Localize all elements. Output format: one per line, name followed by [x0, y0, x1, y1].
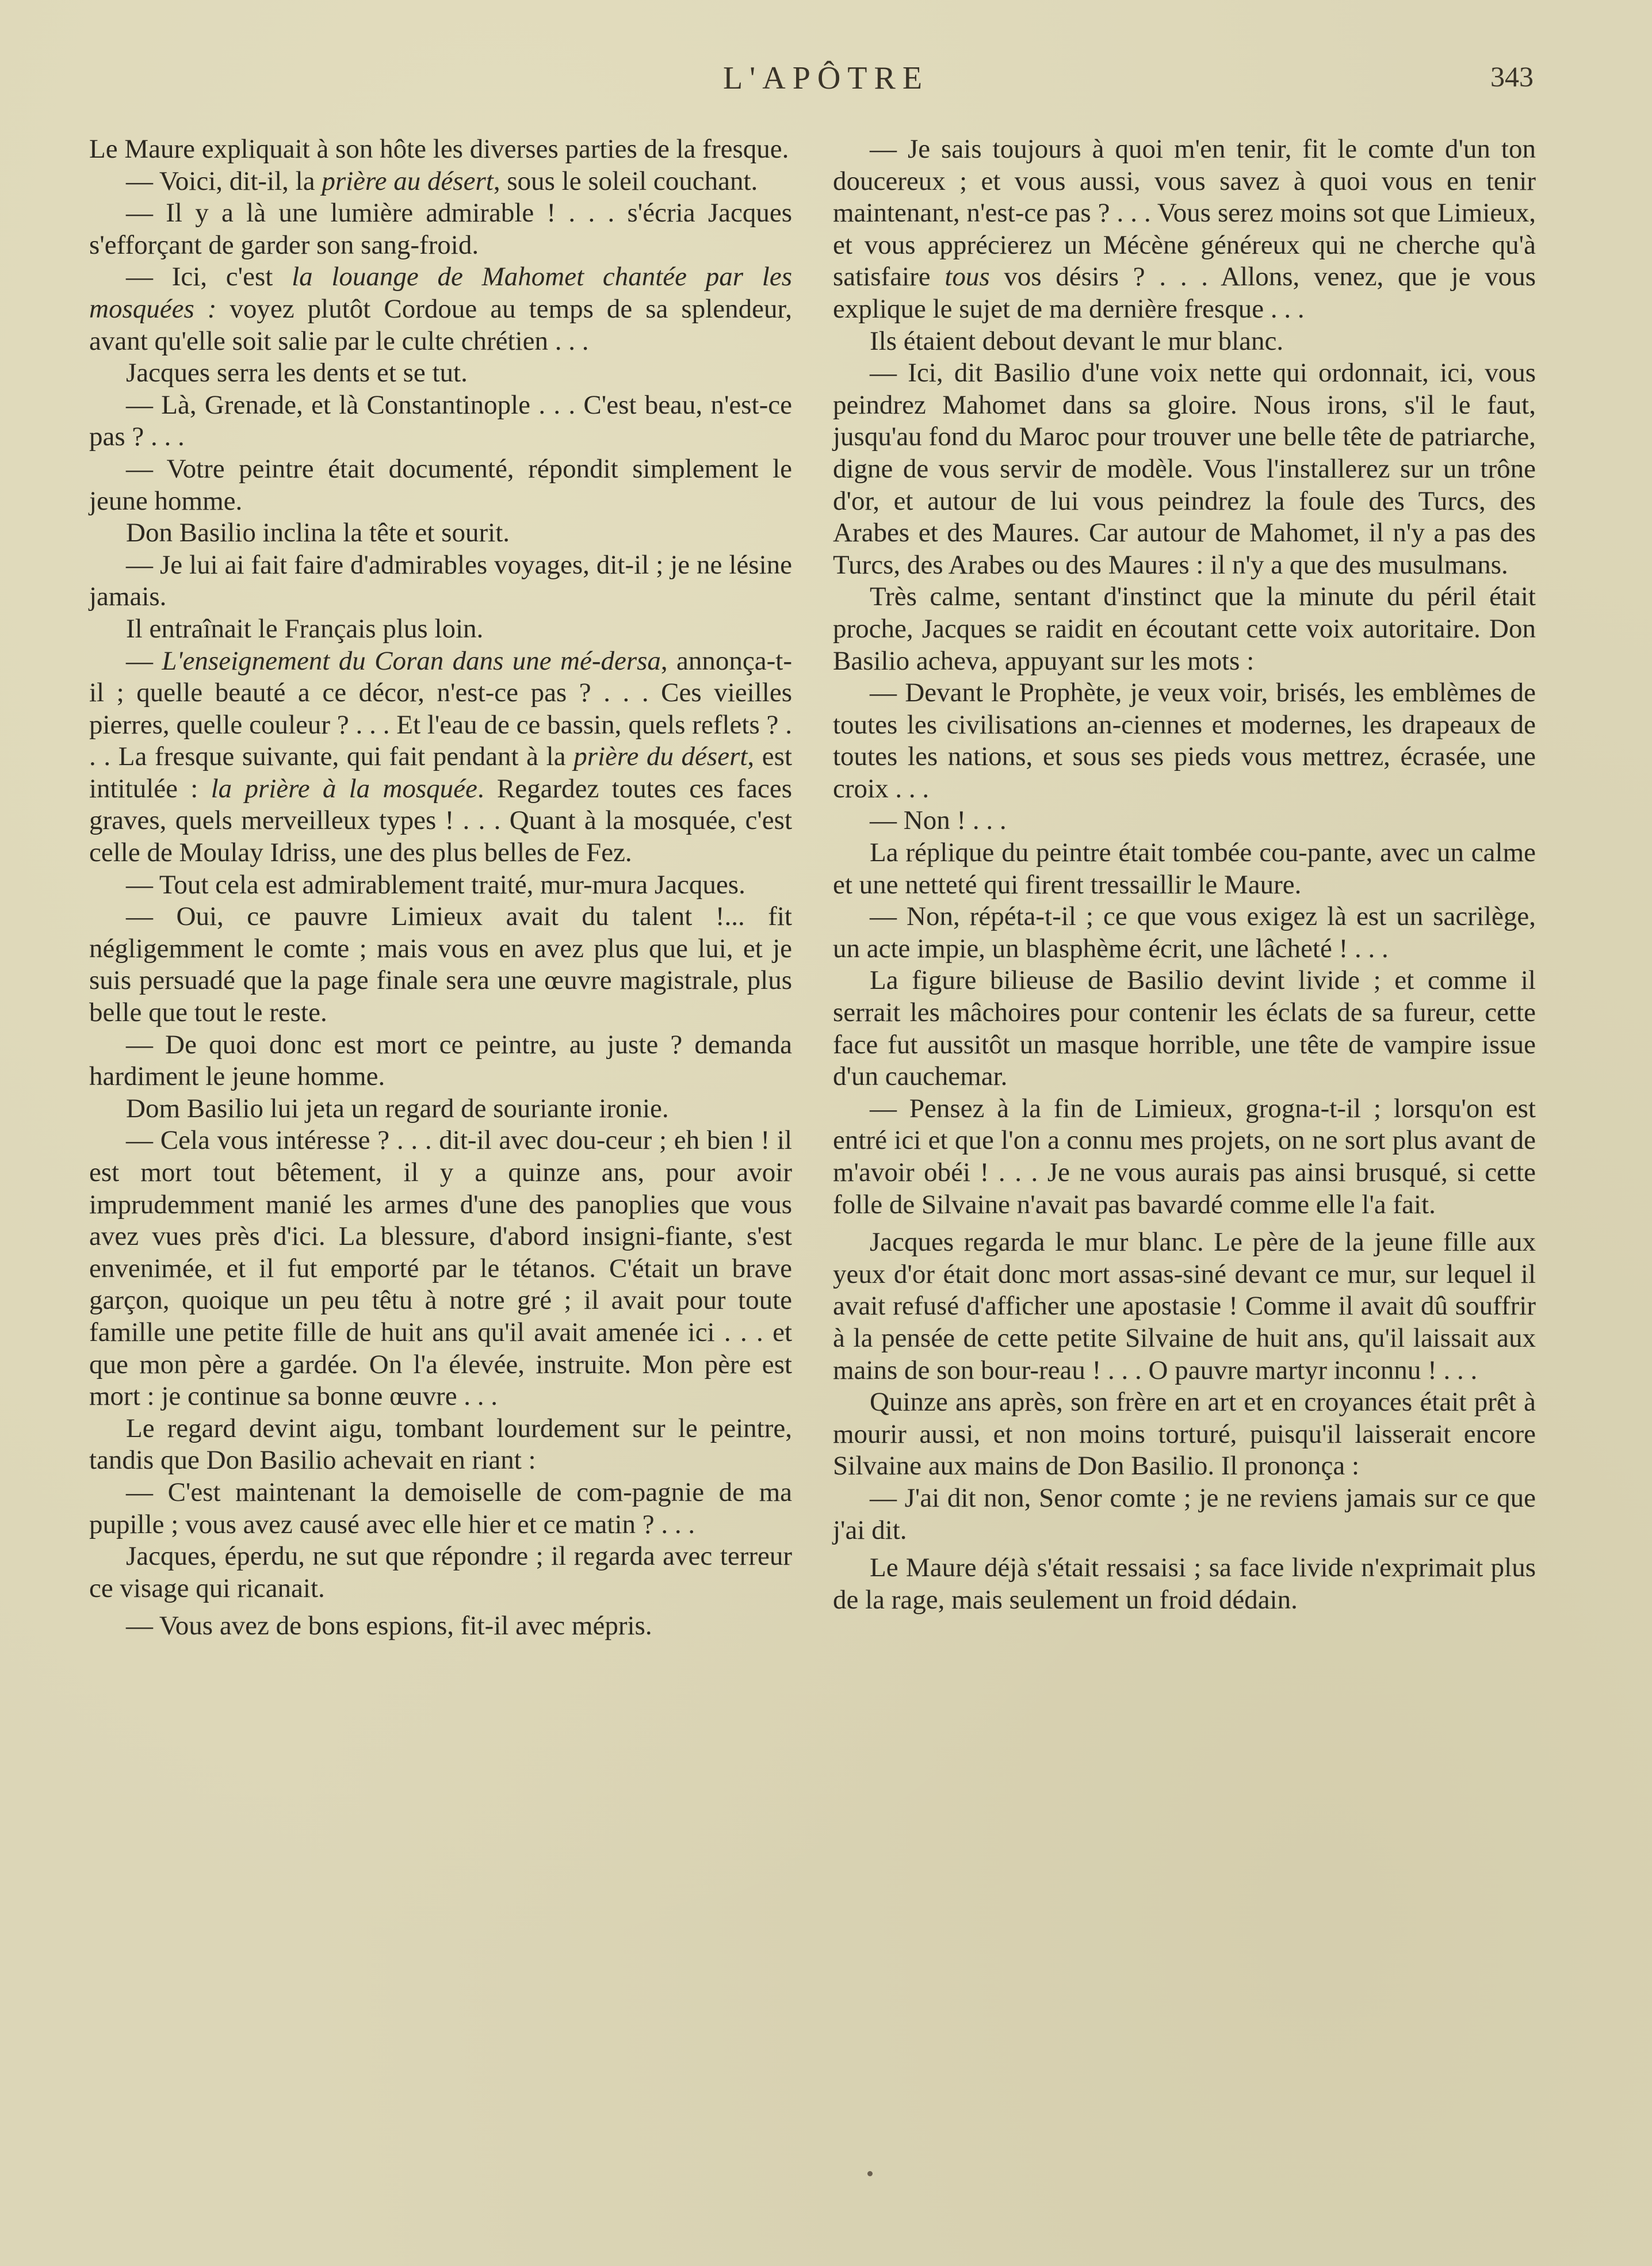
text-run: — De quoi donc est mort ce peintre, au juste ? demanda hardiment le jeune homme.	[89, 1029, 792, 1092]
paragraph	[89, 1413, 792, 1477]
text-run: — Il y a là une lumière admirable ! . . . s'écria Jacques s'efforçant de garder son sang-froid.	[89, 198, 792, 260]
paragraph	[833, 837, 1536, 901]
paragraph	[833, 965, 1536, 1092]
text-run: , est intitulée :	[89, 742, 792, 804]
italic-run: prière du désert	[573, 742, 748, 772]
text-run: , sous le soleil couchant.	[493, 166, 758, 196]
ink-speck	[867, 2171, 873, 2176]
text-run: — Tout cela est admirablement traité, mur-mura Jacques.	[126, 869, 745, 900]
paragraph	[89, 166, 792, 198]
paragraph	[833, 1093, 1536, 1221]
text-run: — J'ai dit non, Senor comte ; je ne reviens jamais sur ce que j'ai dit.	[833, 1482, 1536, 1545]
paragraph	[833, 1482, 1536, 1546]
text-run: — Je sais toujours à quoi m'en tenir, fit le comte d'un ton doucereux ; et vous aussi, vous savez à quoi vous en tenir maintenant, n'est-ce pas ? . . . Vous serez moins sot que Limieux, et vous apprécierez un Mécène généreux qui ne cherche qu'à satisfaire	[833, 134, 1536, 292]
paragraph	[833, 901, 1536, 965]
paragraph	[89, 133, 792, 166]
text-run: voyez plutôt Cordoue au temps de sa splendeur, avant qu'elle soit salie par le culte chrétien . . .	[89, 293, 792, 356]
paragraph	[89, 613, 792, 645]
text-run: La réplique du peintre était tombée cou-pante, avec un calme et une netteté qui firent tressaillir le Maure.	[833, 838, 1536, 900]
text-run: Dom Basilio lui jeta un regard de souriante ironie.	[126, 1093, 669, 1124]
text-run: Jacques serra les dents et se tut.	[126, 358, 468, 388]
italic-run: L'enseignement du Coran dans une mé-dersa	[162, 645, 661, 676]
paragraph	[89, 869, 792, 901]
text-run: — Je lui ai fait faire d'admirables voyages, dit-il ; je ne lésine jamais.	[89, 549, 792, 612]
text-run: — Votre peintre était documenté, répondit simplement le jeune homme.	[89, 453, 792, 516]
paragraph	[89, 549, 792, 613]
paragraph	[833, 1226, 1536, 1386]
paragraph	[89, 1029, 792, 1093]
paragraph	[89, 389, 792, 453]
italic-run: la prière à la mosquée	[211, 773, 477, 804]
text-run: La figure bilieuse de Basilio devint livide ; et comme il serrait les mâchoires pour contenir les éclats de sa fureur, cette face fut aussitôt un masque horrible, une tête de vampire issue d'un cauchemar.	[833, 965, 1536, 1092]
text-run: Il entraînait le Français plus loin.	[126, 613, 484, 644]
paragraph	[89, 517, 792, 549]
text-run: Ils étaient debout devant le mur blanc.	[870, 326, 1284, 356]
text-run: — Pensez à la fin de Limieux, grogna-t-il ; lorsqu'on est entré ici et que l'on a connu mes projets, on ne sort plus avant de m'avoir obéi ! . . . Je ne vous aurais pas ainsi brusqué, si cette folle de Silvaine n'avait pas bavardé comme elle l'a fait.	[833, 1093, 1536, 1220]
text-run: Le Maure déjà s'était ressaisi ; sa face livide n'exprimait plus de la rage, mais seulement un froid dédain.	[833, 1553, 1536, 1615]
text-run: vos désirs ? . . . Allons, venez, que je vous explique le sujet de ma dernière fresque . . .	[833, 262, 1536, 324]
text-run: — Cela vous intéresse ? . . . dit-il avec dou-ceur ; eh bien ! il est mort tout bêtement, il y a quinze ans, pour avoir imprudemment manié les armes d'une des panoplies que vous avez vues près d'ici. La blessure, d'abord insigni-fiante, s'est envenimée, et il fut emporté par le tétanos. C'était un brave garçon, quoique un peu têtu à notre gré ; il avait pour toute famille une petite fille de huit ans qu'il avait amenée ici . . . et que mon père a gardée. On l'a élevée, instruite. Mon père est mort : je continue sa bonne œuvre . . .	[89, 1125, 792, 1412]
text-run: — Là, Grenade, et là Constantinople . . . C'est beau, n'est-ce pas ? . . .	[89, 389, 792, 452]
paragraph	[89, 901, 792, 1029]
paragraph	[89, 1093, 792, 1125]
text-run: , annonça-t-il ; quelle beauté a ce décor, n'est-ce pas ? . . . Ces vieilles pierres, quelle couleur ? . . . Et l'eau de ce bassin, quels reflets ? . . . La fresque suivante, qui fait pendant à la	[89, 645, 792, 772]
left-text-column	[89, 133, 792, 1642]
text-run: . Regardez toutes ces faces graves, quels merveilleux types ! . . . Quant à la mosquée, c'est celle de Moulay Idriss, une des plus belles de Fez.	[89, 773, 792, 868]
paragraph	[833, 677, 1536, 805]
text-run: — C'est maintenant la demoiselle de com-pagnie de ma pupille ; vous avez causé avec elle hier et ce matin ? . . .	[89, 1477, 792, 1539]
running-title: L'APÔTRE	[722, 60, 930, 96]
paragraph	[833, 581, 1536, 677]
paragraph	[833, 1552, 1536, 1616]
text-run: Le regard devint aigu, tombant lourdement sur le peintre, tandis que Don Basilio achevait en riant :	[89, 1413, 792, 1476]
text-run: Quinze ans après, son frère en art et en croyances était prêt à mourir aussi, et non moins torturé, puisqu'il laisserait encore Silvaine aux mains de Don Basilio. Il prononça :	[833, 1387, 1536, 1481]
text-run: Très calme, sentant d'instinct que la minute du péril était proche, Jacques se raidit en écoutant cette voix autoritaire. Don Basilio acheva, appuyant sur les mots :	[833, 582, 1536, 676]
paragraph	[89, 1125, 792, 1412]
text-run: — Voici, dit-il, la	[126, 166, 322, 196]
paragraph	[89, 453, 792, 517]
paragraph	[833, 1386, 1536, 1482]
text-run: — Non, répéta-t-il ; ce que vous exigez là est un sacrilège, un acte impie, un blasphème écrit, une lâcheté ! . . .	[833, 901, 1536, 964]
text-run: Jacques regarda le mur blanc. Le père de la jeune fille aux yeux d'or était donc mort assas-siné devant ce mur, sur lequel il avait refusé d'afficher une apostasie ! Comme il avait dû souffrir à la pensée de cette petite Silvaine de huit ans, qu'il laissait aux mains de son bour-reau ! . . . O pauvre martyr inconnu ! . . .	[833, 1227, 1536, 1385]
paragraph	[89, 357, 792, 389]
paragraph	[833, 133, 1536, 326]
text-run: — Non ! . . .	[870, 805, 1007, 836]
italic-run: prière au désert	[322, 166, 494, 196]
text-run: Don Basilio inclina la tête et sourit.	[126, 518, 510, 548]
text-run: — Ici, c'est	[126, 262, 292, 292]
paragraph	[89, 1541, 792, 1604]
italic-run: la louange de Mahomet chantée par les mosquées :	[89, 262, 792, 324]
paragraph	[833, 805, 1536, 837]
text-run: Le Maure expliquait à son hôte les diverses parties de la fresque.	[89, 134, 789, 164]
paragraph	[89, 197, 792, 261]
paragraph	[833, 326, 1536, 358]
paragraph	[89, 645, 792, 869]
text-run: — Oui, ce pauvre Limieux avait du talent !... fit négligemment le comte ; mais vous en avez plus que lui, et je suis persuadé que la page finale sera une œuvre magistrale, plus belle que tout le reste.	[89, 901, 792, 1028]
page-number: 343	[1490, 60, 1534, 93]
text-run: Jacques, éperdu, ne sut que répondre ; il regarda avec terreur ce visage qui ricanait.	[89, 1541, 792, 1603]
paragraph	[833, 357, 1536, 581]
text-run: — Vous avez de bons espions, fit-il avec mépris.	[126, 1611, 652, 1641]
text-run: — Devant le Prophète, je veux voir, brisés, les emblèmes de toutes les civilisations an-ciennes et modernes, les drapeaux de toutes les nations, et sous ses pieds vous mettrez, écrasée, une croix . . .	[833, 678, 1536, 804]
paragraph	[89, 261, 792, 357]
text-run: — Ici, dit Basilio d'une voix nette qui ordonnait, ici, vous peindrez Mahomet dans sa gloire. Nous irons, s'il le faut, jusqu'au fond du Maroc pour trouver une belle tête de patriarche, digne de vous servir de modèle. Vous l'installerez sur un trône d'or, et autour de lui vous peindrez la foule des Turcs, des Arabes et des Maures. Car autour de Mahomet, il n'y a pas des Turcs, des Arabes ou des Maures : il n'y a que des musulmans.	[833, 358, 1536, 580]
text-run: —	[126, 645, 162, 676]
right-text-column	[833, 133, 1536, 1616]
paragraph	[89, 1477, 792, 1541]
italic-run: tous	[944, 262, 990, 292]
paragraph	[89, 1610, 792, 1642]
